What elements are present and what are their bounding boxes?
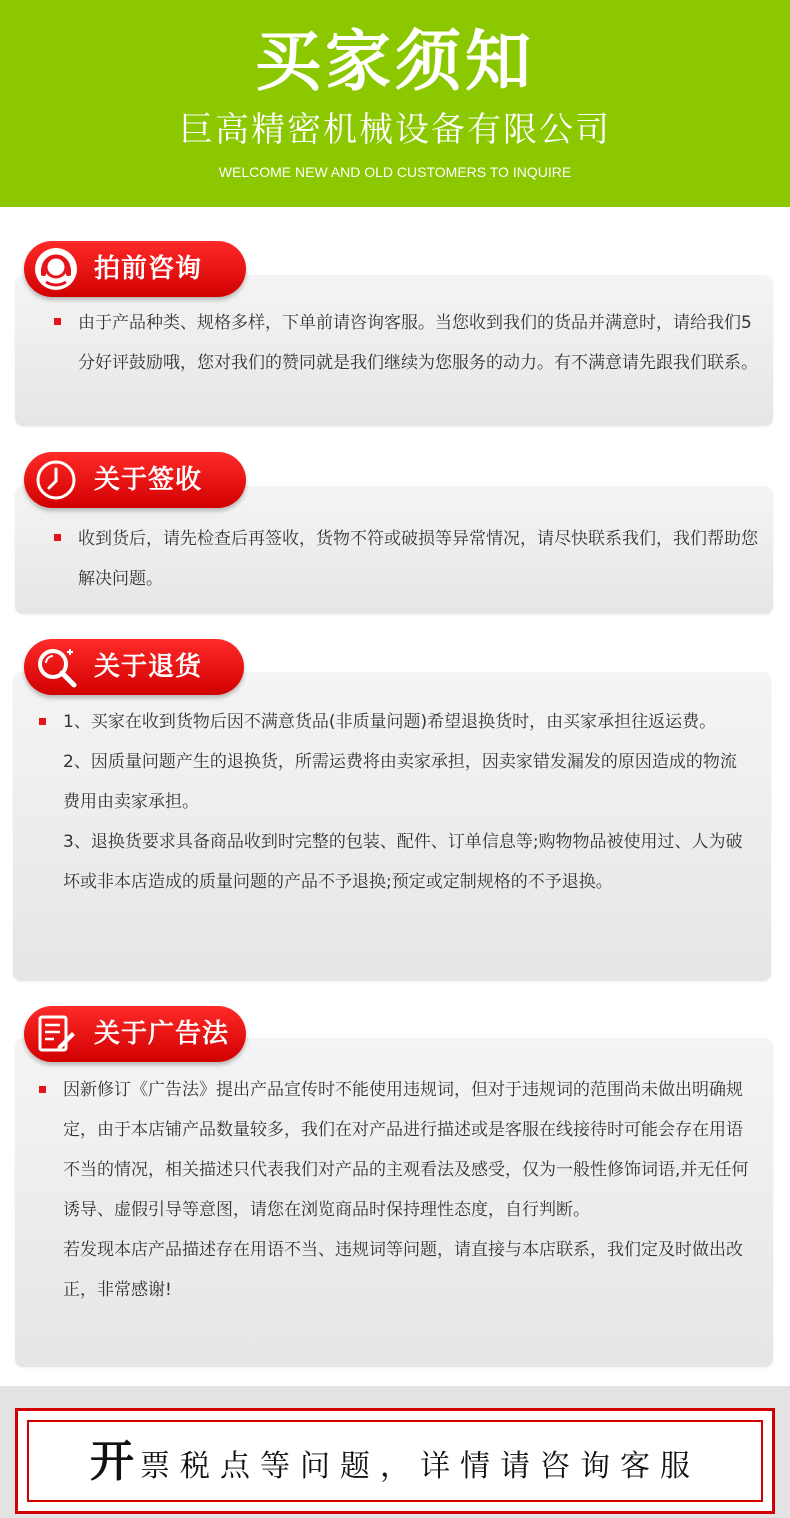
page-title: 买家须知 [255, 23, 535, 100]
paragraph: 2、因质量问题产生的退换货，所需运费将由卖家承担，因卖家错发漏发的原因造成的物流费用由卖家承担。 [63, 752, 737, 812]
section-title: 关于退货 [94, 652, 203, 682]
notice-frame [15, 1408, 775, 1514]
section-advertising-law [0, 1006, 790, 1368]
notice-text: 票税点等问题，详情请咨询客服 [140, 1449, 700, 1484]
section-card [13, 672, 771, 981]
footer [0, 1386, 790, 1518]
section-title-pill [24, 241, 246, 297]
section-title-pill [24, 452, 246, 508]
company-name: 巨高精密机械设备有限公司 [179, 110, 611, 150]
search-icon [34, 645, 78, 689]
section-returns [0, 639, 790, 982]
section-receipt [0, 452, 790, 615]
section-card [15, 275, 773, 426]
paragraph: 因新修订《广告法》提出产品宣传时不能使用违规词，但对于违规词的范围尚未做出明确规定，由于本店铺产品数量较多，我们在对产品进行描述或是客服在线接待时可能会存在用语不当的情况，相关描述只代表我们对产品的主观看法及感受，仅为一般性修饰词语,并无任何诱导、虚假引导等意图，请您在浏览商品时保持理性态度，自行判断。 [63, 1080, 749, 1220]
bullet [54, 534, 61, 541]
paragraph: 收到货后，请先检查后再签收，货物不符或破损等异常情况，请尽快联系我们，我们帮助您解决问题。 [78, 529, 758, 589]
bullet [54, 318, 61, 325]
section-text [78, 303, 768, 383]
clock-icon [34, 458, 78, 502]
notice-first-char: 开 [90, 1436, 140, 1487]
section-title-pill [24, 639, 244, 695]
section-title: 关于广告法 [94, 1019, 230, 1049]
paragraph: 1、买家在收到货物后因不满意货品(非质量问题)希望退换货时，由买家承担往返运费。 [63, 712, 717, 732]
section-text [63, 1070, 753, 1310]
section-text [78, 519, 768, 599]
section-title-pill [24, 1006, 246, 1062]
paragraph: 若发现本店产品描述存在用语不当、违规词等问题，请直接与本店联系，我们定及时做出改正，非常感谢! [63, 1240, 743, 1300]
header-banner [0, 0, 790, 207]
invoice-notice [29, 1422, 761, 1500]
section-pre-purchase-consult [0, 241, 790, 427]
paragraph: 由于产品种类、规格多样，下单前请咨询客服。当您收到我们的货品并满意时，请给我们5分好评鼓励哦，您对我们的赞同就是我们继续为您服务的动力。有不满意请先跟我们联系。 [78, 313, 758, 373]
bullet [39, 718, 46, 725]
section-title: 关于签收 [94, 465, 203, 495]
paragraph: 3、退换货要求具备商品收到时完整的包装、配件、订单信息等;购物物品被使用过、人为破坏或非本店造成的质量问题的产品不予退换;预定或定制规格的不予退换。 [63, 832, 743, 892]
notice-inner-frame [27, 1420, 763, 1502]
section-card [15, 1038, 773, 1367]
section-title: 拍前咨询 [94, 254, 203, 284]
customer-service-icon [34, 247, 78, 291]
slogan: WELCOME NEW AND OLD CUSTOMERS TO INQUIRE [218, 164, 572, 180]
bullet [39, 1086, 46, 1093]
document-edit-icon [34, 1012, 78, 1056]
section-text [63, 702, 753, 902]
